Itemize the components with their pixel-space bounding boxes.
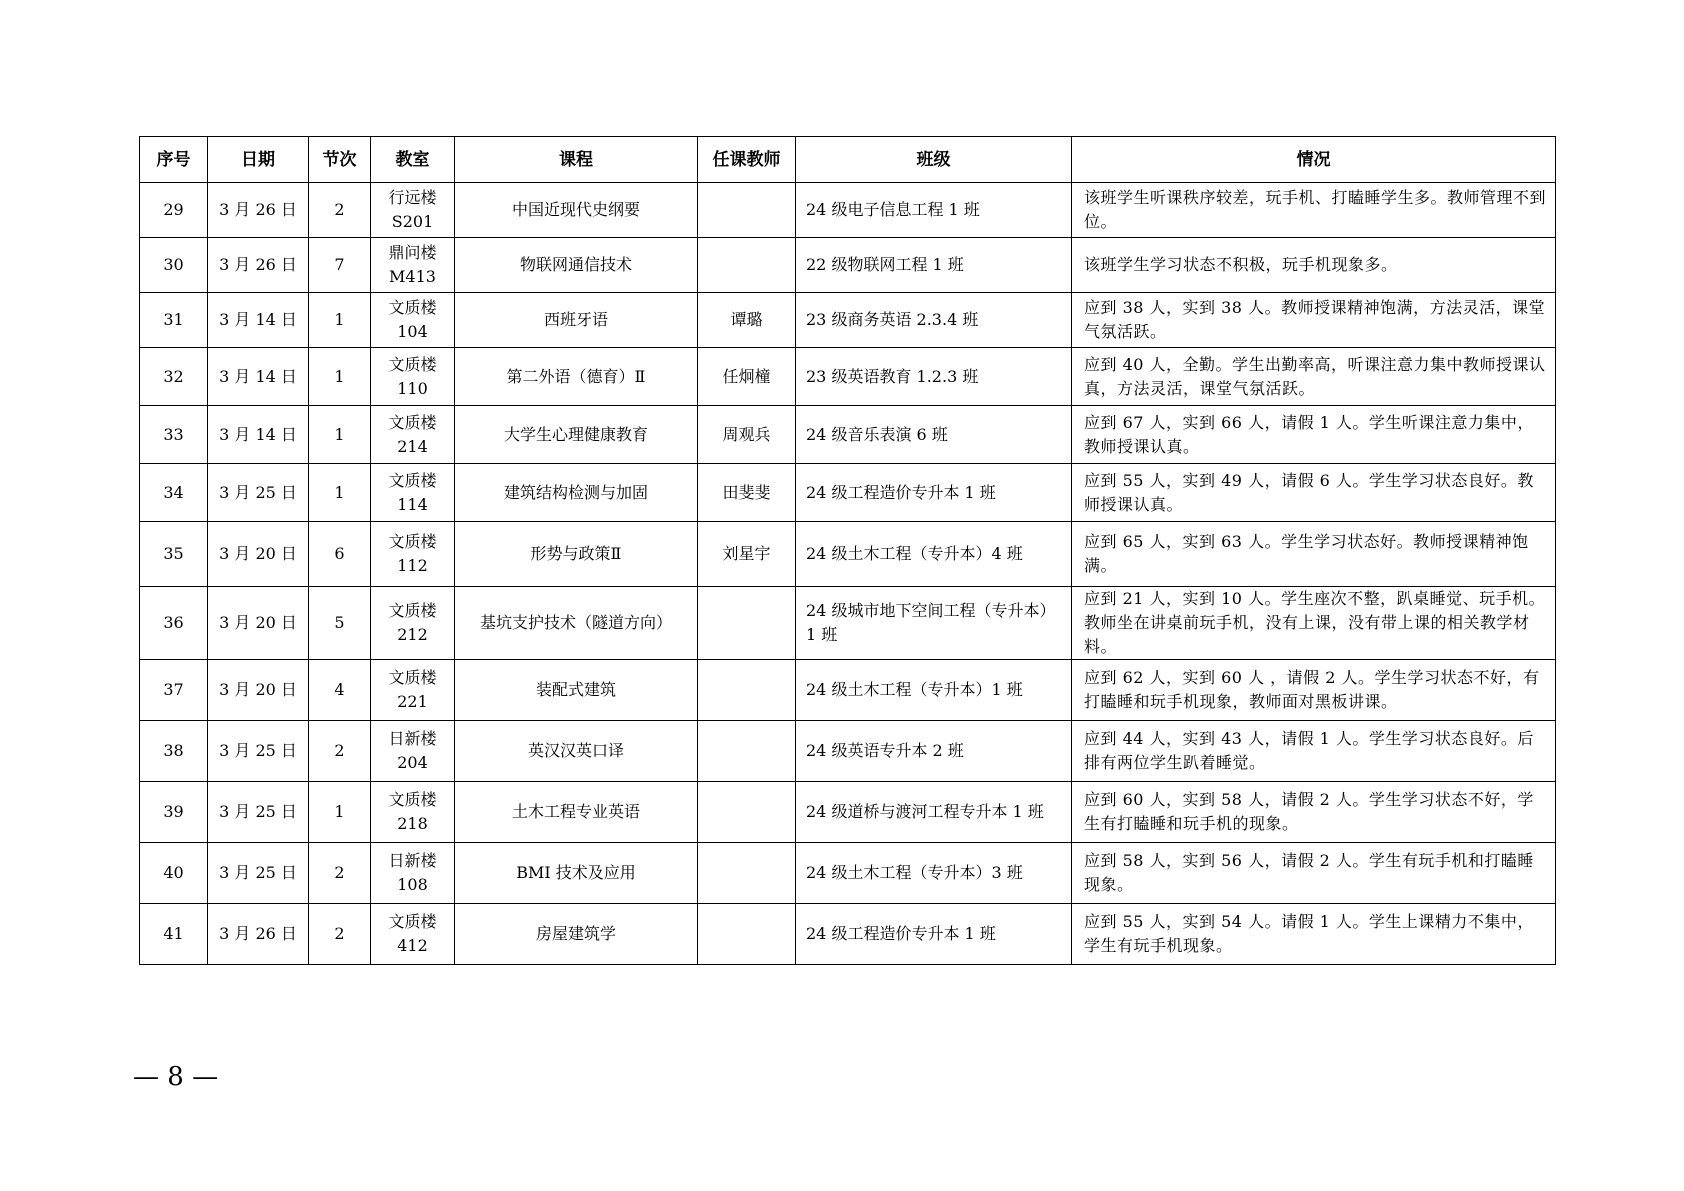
- cell-class: 24 级道桥与渡河工程专升本 1 班: [796, 782, 1072, 843]
- cell-note: 应到 60 人，实到 58 人，请假 2 人。学生学习状态不好，学生有打瞌睡和玩手机的现象。: [1072, 782, 1556, 843]
- room-number: 218: [397, 814, 428, 833]
- room-building: 鼎问楼: [388, 243, 437, 262]
- cell-class: 23 级商务英语 2.3.4 班: [796, 293, 1072, 348]
- cell-room: [371, 904, 455, 965]
- cell-teacher: [698, 183, 796, 238]
- header-room: 教室: [371, 137, 455, 183]
- cell-room: [371, 183, 455, 238]
- room-building: 文质楼: [388, 790, 437, 809]
- cell-teacher: [698, 904, 796, 965]
- cell-no: 37: [140, 660, 208, 721]
- cell-note: 应到 62 人，实到 60 人 ，请假 2 人。学生学习状态不好，有打瞌睡和玩手机现象，教师面对黑板讲课。: [1072, 660, 1556, 721]
- cell-note: 应到 55 人，实到 49 人，请假 6 人。学生学习状态良好。教师授课认真。: [1072, 464, 1556, 522]
- cell-note: 应到 67 人，实到 66 人，请假 1 人。学生听课注意力集中，教师授课认真。: [1072, 406, 1556, 464]
- cell-period: 1: [309, 464, 371, 522]
- table-row: [140, 843, 1556, 904]
- cell-room: [371, 238, 455, 293]
- cell-class: 22 级物联网工程 1 班: [796, 238, 1072, 293]
- room-number: 212: [397, 625, 428, 644]
- header-date: 日期: [208, 137, 309, 183]
- room-number: 214: [397, 436, 428, 456]
- cell-period: 1: [309, 782, 371, 843]
- cell-date: 3 月 26 日: [208, 238, 309, 293]
- header-period: 节次: [309, 137, 371, 183]
- cell-period: 2: [309, 843, 371, 904]
- cell-no: 38: [140, 721, 208, 782]
- cell-course: 房屋建筑学: [455, 904, 698, 965]
- room-building: 文质楼: [388, 668, 437, 687]
- room-number: 104: [397, 322, 428, 341]
- cell-note: 应到 21 人，实到 10 人。学生座次不整，趴桌睡觉、玩手机。 教师坐在讲桌前玩手机，没有上课，没有带上课的相关教学材料。: [1072, 587, 1556, 660]
- cell-period: 5: [309, 587, 371, 660]
- cell-course: 西班牙语: [455, 293, 698, 348]
- cell-date: 3 月 26 日: [208, 183, 309, 238]
- cell-period: 1: [309, 406, 371, 464]
- cell-note: 应到 58 人，实到 56 人，请假 2 人。学生有玩手机和打瞌睡现象。: [1072, 843, 1556, 904]
- cell-course: 英汉汉英口译: [455, 721, 698, 782]
- room-number: 412: [397, 936, 428, 955]
- cell-date: 3 月 14 日: [208, 293, 309, 348]
- cell-course: 土木工程专业英语: [455, 782, 698, 843]
- cell-note: 应到 38 人，实到 38 人。教师授课精神饱满，方法灵活，课堂气氛活跃。: [1072, 293, 1556, 348]
- cell-class: 24 级土木工程（专升本）3 班: [796, 843, 1072, 904]
- cell-date: 3 月 25 日: [208, 843, 309, 904]
- cell-period: 1: [309, 293, 371, 348]
- cell-class: 24 级英语专升本 2 班: [796, 721, 1072, 782]
- cell-class: 24 级土木工程（专升本）4 班: [796, 522, 1072, 587]
- cell-note: 应到 44 人，实到 43 人，请假 1 人。学生学习状态良好。后排有两位学生趴着睡觉。: [1072, 721, 1556, 782]
- table-header-row: [140, 137, 1556, 183]
- room-building: 文质楼: [388, 412, 437, 432]
- cell-note: 该班学生听课秩序较差，玩手机、打瞌睡学生多。教师管理不到位。: [1072, 183, 1556, 238]
- header-class: 班级: [796, 137, 1072, 183]
- cell-date: 3 月 25 日: [208, 721, 309, 782]
- cell-teacher: [698, 238, 796, 293]
- cell-teacher: [698, 660, 796, 721]
- cell-class: 23 级英语教育 1.2.3 班: [796, 348, 1072, 406]
- cell-class: 24 级土木工程（专升本）1 班: [796, 660, 1072, 721]
- cell-room: [371, 293, 455, 348]
- cell-no: 35: [140, 522, 208, 587]
- cell-teacher: 谭璐: [698, 293, 796, 348]
- cell-course: 大学生心理健康教育: [455, 406, 698, 464]
- header-teacher: 任课教师: [698, 137, 796, 183]
- cell-class: 24 级电子信息工程 1 班: [796, 183, 1072, 238]
- cell-course: 第二外语（德育）Ⅱ: [455, 348, 698, 406]
- cell-course: 建筑结构检测与加固: [455, 464, 698, 522]
- page-number: — 8 —: [133, 1062, 219, 1092]
- room-number: 114: [397, 494, 428, 514]
- cell-course: 基坑支护技术（隧道方向）: [455, 587, 698, 660]
- room-number: 112: [397, 556, 428, 575]
- cell-teacher: 田斐斐: [698, 464, 796, 522]
- cell-no: 34: [140, 464, 208, 522]
- table-row: [140, 660, 1556, 721]
- cell-room: [371, 348, 455, 406]
- cell-room: [371, 721, 455, 782]
- table-row: [140, 522, 1556, 587]
- cell-date: 3 月 26 日: [208, 904, 309, 965]
- cell-teacher: [698, 843, 796, 904]
- cell-class: 24 级工程造价专升本 1 班: [796, 464, 1072, 522]
- cell-period: 2: [309, 721, 371, 782]
- table-row: [140, 183, 1556, 238]
- table-row: [140, 721, 1556, 782]
- table-row: [140, 406, 1556, 464]
- cell-class: 24 级音乐表演 6 班: [796, 406, 1072, 464]
- cell-no: 31: [140, 293, 208, 348]
- cell-period: 4: [309, 660, 371, 721]
- cell-class: 24 级工程造价专升本 1 班: [796, 904, 1072, 965]
- room-building: 文质楼: [388, 532, 437, 551]
- cell-date: 3 月 14 日: [208, 348, 309, 406]
- room-number: 108: [397, 875, 428, 894]
- cell-teacher: [698, 587, 796, 660]
- header-course: 课程: [455, 137, 698, 183]
- cell-period: 6: [309, 522, 371, 587]
- room-number: 204: [397, 753, 428, 772]
- cell-note: 应到 40 人，全勤。学生出勤率高，听课注意力集中教师授课认真，方法灵活，课堂气氛活跃。: [1072, 348, 1556, 406]
- room-number: 221: [397, 692, 428, 711]
- cell-teacher: [698, 721, 796, 782]
- cell-no: 30: [140, 238, 208, 293]
- cell-no: 32: [140, 348, 208, 406]
- room-building: 行远楼: [388, 188, 437, 207]
- cell-teacher: 刘星宇: [698, 522, 796, 587]
- cell-no: 33: [140, 406, 208, 464]
- cell-teacher: 任炯橦: [698, 348, 796, 406]
- cell-no: 36: [140, 587, 208, 660]
- cell-class: 24 级城市地下空间工程（专升本）1 班: [796, 587, 1072, 660]
- table-row: [140, 782, 1556, 843]
- header-note: 情况: [1072, 137, 1556, 183]
- room-number: 110: [397, 378, 428, 398]
- table-row: [140, 904, 1556, 965]
- cell-period: 2: [309, 904, 371, 965]
- table-body: [140, 183, 1556, 965]
- cell-room: [371, 660, 455, 721]
- cell-course: 形势与政策Ⅱ: [455, 522, 698, 587]
- cell-period: 2: [309, 183, 371, 238]
- table-row: [140, 293, 1556, 348]
- cell-date: 3 月 20 日: [208, 587, 309, 660]
- cell-date: 3 月 25 日: [208, 782, 309, 843]
- cell-room: [371, 782, 455, 843]
- room-number: S201: [391, 212, 434, 231]
- cell-course: BMI 技术及应用: [455, 843, 698, 904]
- room-building: 日新楼: [388, 729, 437, 748]
- cell-period: 7: [309, 238, 371, 293]
- cell-no: 39: [140, 782, 208, 843]
- cell-room: [371, 843, 455, 904]
- cell-date: 3 月 14 日: [208, 406, 309, 464]
- cell-room: [371, 587, 455, 660]
- cell-note: 应到 55 人，实到 54 人。请假 1 人。学生上课精力不集中，学生有玩手机现象。: [1072, 904, 1556, 965]
- cell-date: 3 月 20 日: [208, 522, 309, 587]
- table-row: [140, 348, 1556, 406]
- cell-period: 1: [309, 348, 371, 406]
- cell-room: [371, 522, 455, 587]
- table-row: [140, 238, 1556, 293]
- room-number: M413: [389, 267, 436, 286]
- room-building: 日新楼: [388, 851, 437, 870]
- cell-no: 40: [140, 843, 208, 904]
- header-no: 序号: [140, 137, 208, 183]
- room-building: 文质楼: [388, 601, 437, 620]
- room-building: 文质楼: [388, 298, 437, 317]
- cell-date: 3 月 25 日: [208, 464, 309, 522]
- cell-teacher: 周观兵: [698, 406, 796, 464]
- cell-date: 3 月 20 日: [208, 660, 309, 721]
- cell-course: 物联网通信技术: [455, 238, 698, 293]
- table-row: [140, 464, 1556, 522]
- cell-course: 装配式建筑: [455, 660, 698, 721]
- room-building: 文质楼: [388, 470, 437, 490]
- room-building: 文质楼: [388, 354, 437, 374]
- inspection-table: [139, 136, 1556, 965]
- cell-teacher: [698, 782, 796, 843]
- cell-note: 应到 65 人，实到 63 人。学生学习状态好。教师授课精神饱满。: [1072, 522, 1556, 587]
- cell-course: 中国近现代史纲要: [455, 183, 698, 238]
- cell-no: 29: [140, 183, 208, 238]
- table-row: [140, 587, 1556, 660]
- cell-note: 该班学生学习状态不积极，玩手机现象多。: [1072, 238, 1556, 293]
- room-building: 文质楼: [388, 912, 437, 931]
- cell-no: 41: [140, 904, 208, 965]
- cell-room: [371, 464, 455, 522]
- cell-room: [371, 406, 455, 464]
